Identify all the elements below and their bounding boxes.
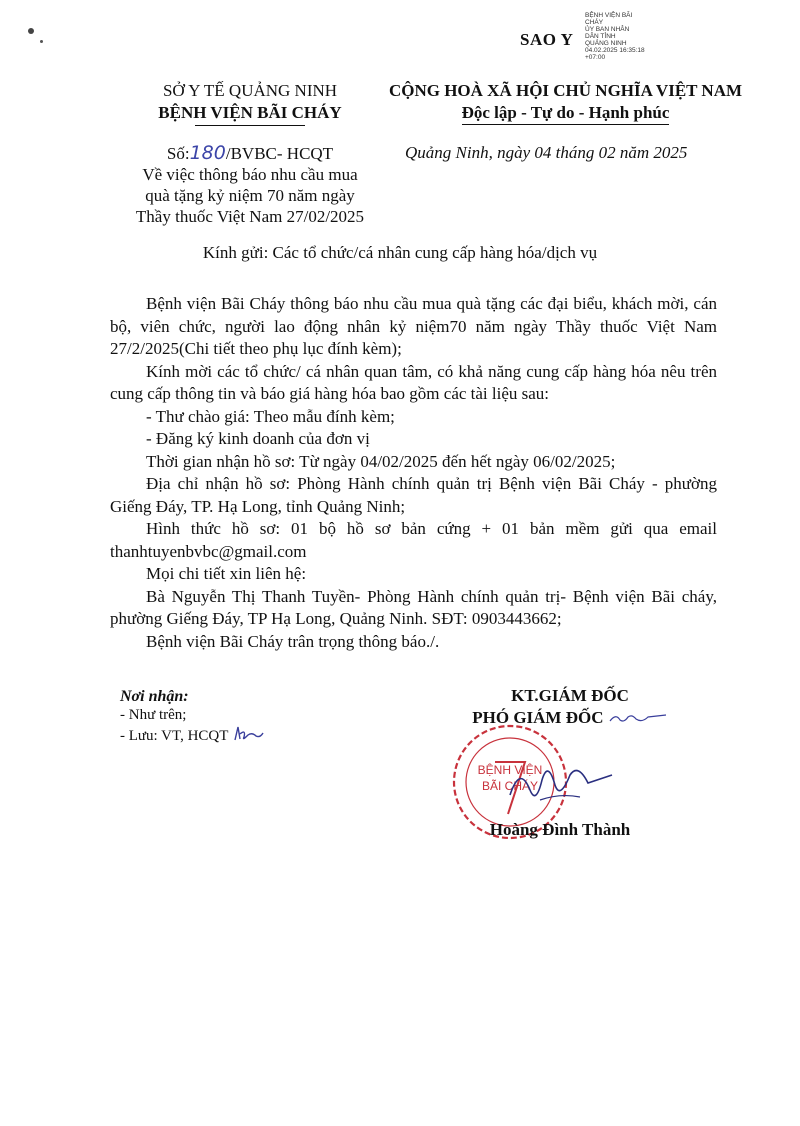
document-number-block (110, 143, 390, 227)
paragraph-4: Địa chỉ nhận hồ sơ: Phòng Hành chính quản trị Bệnh viện Bãi Cháy - phường Giếng Đáy, TP. Hạ Long, tỉnh Quảng Ninh; (110, 474, 717, 516)
national-title (378, 80, 753, 125)
scan-speck (40, 40, 43, 43)
initials-scribble-icon (232, 725, 264, 743)
sign-title-1: KT.GIÁM ĐỐC (511, 686, 629, 705)
sign-title-2: PHÓ GIÁM ĐỐC (455, 707, 685, 729)
agency-parent: SỞ Y TẾ QUẢNG NINH (162, 81, 338, 100)
subject-line-2: quà tặng kỷ niệm 70 năm ngày (145, 186, 355, 205)
issuing-agency (110, 80, 390, 126)
digital-signature-info: BỆNH VIỆN BÃI CHÁY ỦY BAN NHÂN DÂN TỈNH QUẢNG NINH 04.02.2025 16:35:18 +07:00 (585, 12, 645, 61)
paragraph-7: Bà Nguyễn Thị Thanh Tuyền- Phòng Hành chính quản trị- Bệnh viện Bãi cháy, phường Giếng Đáy, TP Hạ Long, Quảng Ninh. SĐT: 0903443662; (110, 586, 717, 628)
paragraph-1: Bệnh viện Bãi Cháy thông báo nhu cầu mua quà tặng các đại biểu, khách mời, cán bộ, viên chức, người lao động nhân kỷ niệm70 năm ngày Thầy thuốc Việt Nam 27/2/2025(Chi tiết theo phụ lục đính kèm); (110, 294, 717, 358)
recipient-line: Kính gửi: Các tổ chức/cá nhân cung cấp hàng hóa/dịch vụ (202, 243, 598, 262)
national-motto: Độc lập - Tự do - Hạnh phúc (462, 102, 670, 125)
receivers-title: Nơi nhận: (120, 688, 189, 705)
scan-speck (28, 28, 34, 34)
signer-name: Hoàng Đình Thành (489, 820, 631, 839)
receiver-item-1: - Như trên; (120, 707, 187, 723)
list-item-2: - Đăng ký kinh doanh của đơn vị (146, 429, 370, 448)
country-name: CỘNG HOÀ XÃ HỘI CHỦ NGHĨA VIỆT NAM (388, 81, 743, 100)
body-text (110, 293, 717, 653)
paragraph-3: Thời gian nhận hồ sơ: Từ ngày 04/02/2025 đến hết ngày 06/02/2025; (146, 451, 616, 471)
agency-name: BỆNH VIỆN BÃI CHÁY (158, 103, 342, 122)
paragraph-6: Mọi chi tiết xin liên hệ: (146, 564, 307, 583)
subject-line-3: Thầy thuốc Việt Nam 27/02/2025 (135, 207, 365, 226)
document-number: Số:180/BVBC- HCQT (166, 142, 334, 164)
subject-line-1: Về việc thông báo nhu cầu mua (142, 165, 358, 184)
seal-text-1: BỆNH VIỆN (477, 763, 543, 777)
agency-underline (195, 125, 305, 126)
handwritten-number: 180 (189, 142, 226, 164)
date-line: Quảng Ninh, ngày 04 tháng 02 năm 2025 (405, 143, 688, 162)
paragraph-8: Bệnh viện Bãi Cháy trân trọng thông báo./. (146, 631, 440, 651)
seal-text-2: BÃI CHÁY (481, 779, 539, 793)
list-item-1: - Thư chào giá: Theo mẫu đính kèm; (146, 406, 395, 426)
paragraph-2: Kính mời các tổ chức/ cá nhân quan tâm, có khả năng cung cấp hàng hóa nêu trên cung cấp thông tin và báo giá hàng hóa bao gồm các tài liệu sau: (110, 361, 717, 403)
signature-icon (500, 745, 620, 815)
paragraph-5: Hình thức hồ sơ: 01 bộ hồ sơ bản cứng + 01 bản mềm gửi qua email thanhtuyenbvbc@gmail.com (110, 519, 717, 561)
receiver-item-2: - Lưu: VT, HCQT (120, 725, 370, 746)
receivers-block (120, 687, 370, 746)
sign-scribble-icon (608, 711, 668, 725)
copy-mark: SAO Y (520, 30, 574, 49)
